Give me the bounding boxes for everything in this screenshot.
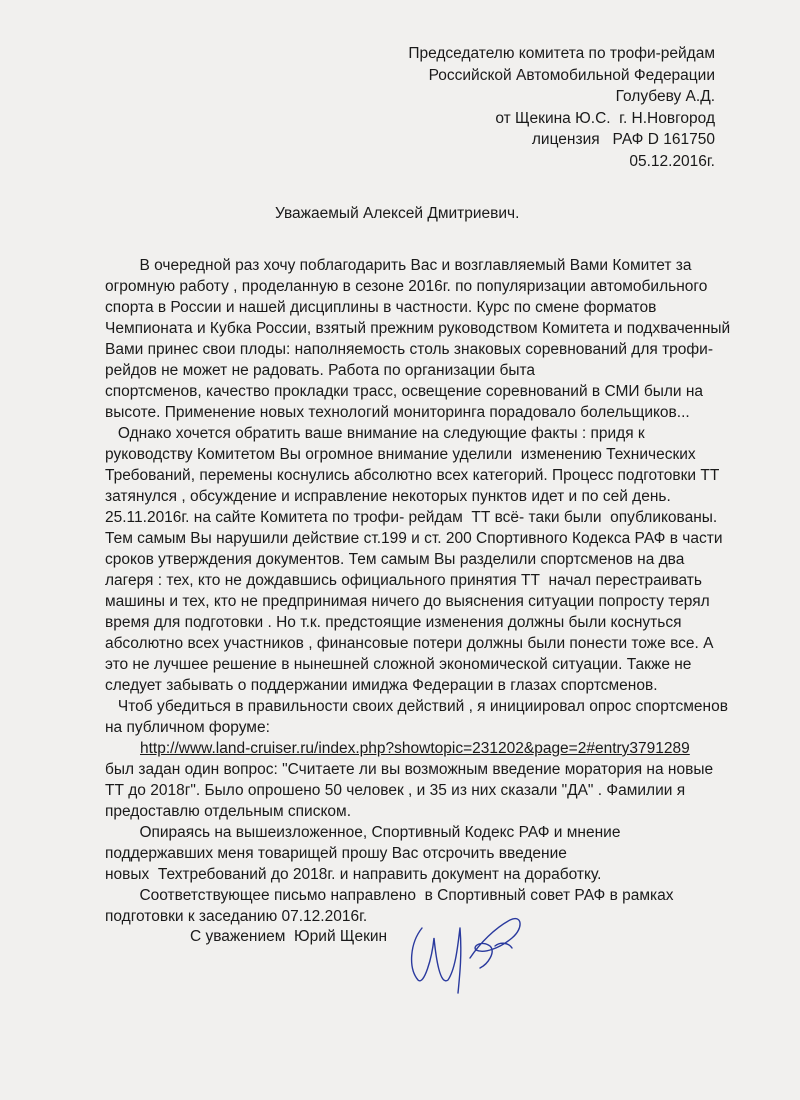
greeting: Уважаемый Алексей Дмитриевич.: [275, 205, 520, 222]
body-line: на публичном форуме:: [105, 719, 270, 736]
body-line: спорта в России и нашей дисциплины в частности. Курс по смене форматов: [105, 299, 657, 316]
body-line: лагеря : тех, кто не дождавшись официального принятия ТТ начал перестраивать: [105, 572, 702, 589]
body-line: высоте. Применение новых технологий мониторинга порадовало болельщиков...: [105, 404, 690, 421]
body-line: рейдов не может не радовать. Работа по организации быта: [105, 362, 536, 379]
body-line: был задан один вопрос: "Считаете ли вы возможным введение моратория на новые: [105, 761, 714, 778]
body-line: затянулся , обсуждение и исправление некоторых пунктов идет и по сей день.: [105, 488, 671, 505]
forum-link[interactable]: http://www.land-cruiser.ru/index.php?showtopic=231202&page=2#entry3791289: [140, 740, 690, 757]
license-line: лицензия РАФ D 161750: [531, 131, 715, 149]
body-line: абсолютно всех участников , финансовые потери должны были понести тоже все. А: [105, 635, 714, 652]
body-line: 25.11.2016г. на сайте Комитета по трофи- рейдам ТТ всё- таки были опубликованы.: [105, 509, 718, 526]
body-line: огромную работу , проделанную в сезоне 2016г. по популяризации автомобильного: [105, 278, 708, 295]
body-line: новых Техтребований до 2018г. и направить документ на доработку.: [105, 866, 602, 883]
body-line: поддержавших меня товарищей прошу Вас отсрочить введение: [105, 845, 567, 862]
body-line: Опираясь на вышеизложенное, Спортивный Кодекс РАФ и мнение: [105, 824, 621, 841]
body-line: это не лучшее решение в нынешней сложной экономической ситуации. Также не: [105, 656, 692, 673]
letter-body: [105, 255, 731, 927]
forum-link-line: [105, 738, 725, 759]
body-line: подготовки к заседанию 07.12.2016г.: [105, 908, 368, 925]
body-line: Тем самым Вы нарушили действие ст.199 и ст. 200 Спортивного Кодекса РАФ в части: [105, 530, 723, 547]
addressee-line: Российской Автомобильной Федерации: [428, 66, 715, 84]
body-line: сроков утверждения документов. Тем самым Вы разделили спортсменов на два: [105, 551, 685, 568]
body-line: Требований, перемены коснулись абсолютно всех категорий. Процесс подготовки ТТ: [105, 467, 720, 484]
handwritten-signature: [400, 898, 530, 998]
date-line: 05.12.2016г.: [629, 152, 715, 170]
addressee-line: Председателю комитета по трофи-рейдам: [408, 45, 715, 62]
body-line: машины и тех, кто не предпринимая ничего до выяснения ситуации попросту терял: [105, 593, 710, 610]
body-line: Соответствующее письмо направлено в Спортивный совет РАФ в рамках: [105, 887, 674, 904]
addressee-block: [315, 43, 715, 173]
addressee-line: Голубеву А.Д.: [615, 88, 715, 106]
body-line: ТТ до 2018г". Было опрошено 50 человек , и 35 из них сказали "ДА" . Фамилии я: [105, 782, 686, 799]
body-line: предоставлю отдельным списком.: [105, 803, 351, 820]
body-line: Чемпионата и Кубка России, взятый прежним руководством Комитета и подхваченный: [105, 320, 731, 337]
body-line: время для подготовки . Но т.к. предстоящие изменения должны были коснуться: [105, 614, 682, 631]
body-line: руководству Комитетом Вы огромное внимание уделили изменению Технических: [105, 446, 696, 463]
body-line: спортсменов, качество прокладки трасс, освещение соревнований в СМИ были на: [105, 383, 704, 400]
sender-line: от Щекина Ю.С. г. Н.Новгород: [495, 109, 715, 127]
closing-line: С уважением Юрий Щекин: [190, 928, 388, 945]
body-line: В очередной раз хочу поблагодарить Вас и возглавляемый Вами Комитет за: [105, 257, 692, 274]
body-line: Чтоб убедиться в правильности своих действий , я инициировал опрос спортсменов: [105, 698, 728, 715]
body-line: Вами принес свои плоды: наполняемость столь знаковых соревнований для трофи-: [105, 341, 713, 358]
body-line: следует забывать о поддержании имиджа Федерации в глазах спортсменов.: [105, 677, 658, 694]
body-line: Однако хочется обратить ваше внимание на следующие факты : придя к: [105, 425, 645, 442]
